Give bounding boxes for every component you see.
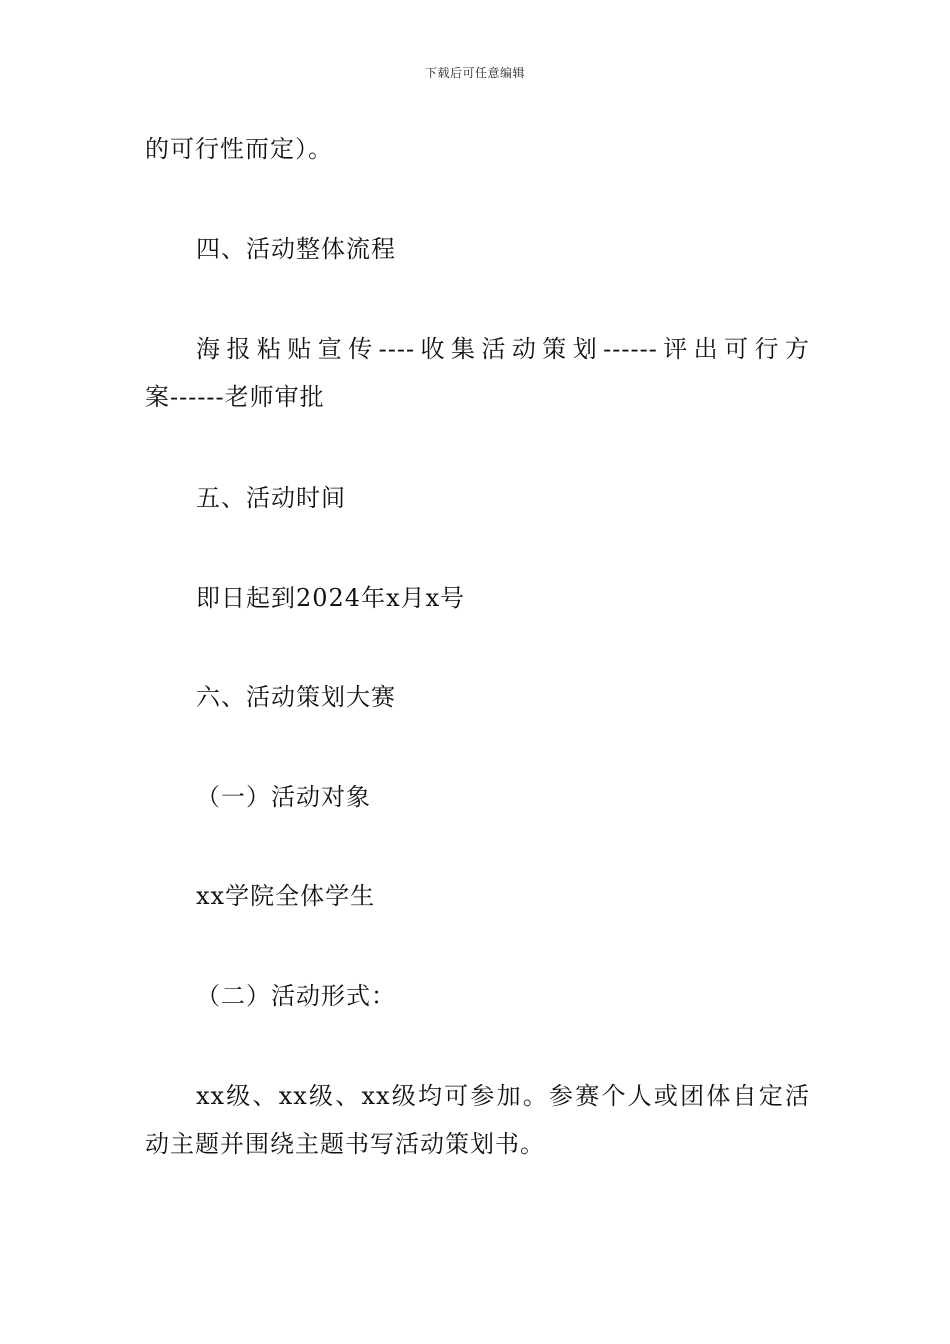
activity-time: 即日起到2024年x月x号 [196,584,466,612]
flow-line-2: 案------老师审批 [145,383,325,411]
subheading-form: （二）活动形式： [196,982,396,1010]
section-heading-5: 五、活动时间 [196,484,346,512]
form-line-2: 动主题并围绕主题书写活动策划书。 [145,1130,545,1158]
form-line-1: xx级、xx级、xx级均可参加。参赛个人或团体自定活 [196,1082,810,1110]
subheading-target: （一）活动对象 [196,783,371,811]
paragraph-continuation: 的可行性而定）。 [145,135,333,163]
section-heading-4: 四、活动整体流程 [196,235,396,263]
page-header: 下载后可任意编辑 [424,66,525,80]
section-heading-6: 六、活动策划大赛 [196,683,396,711]
target-audience: xx学院全体学生 [196,882,376,910]
flow-line-1: 海报粘贴宣传----收集活动策划------评出可行方 [196,335,810,363]
